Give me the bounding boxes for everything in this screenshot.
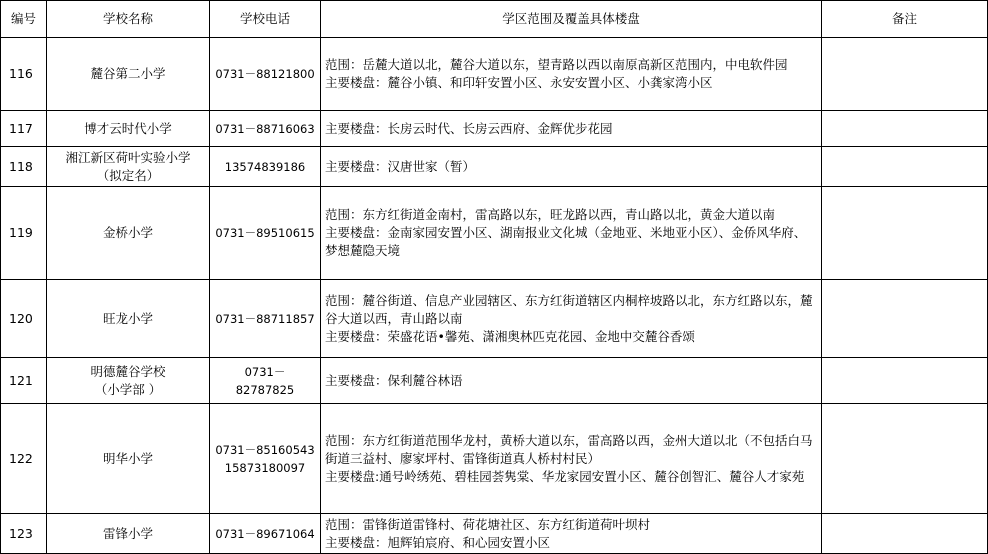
school-name-line: 金桥小学 — [102, 225, 153, 240]
cell-district-scope — [321, 187, 822, 280]
cell-school-phone — [210, 38, 321, 111]
table-row — [1, 280, 988, 358]
header-district-scope: 学区范围及覆盖具体楼盘 — [321, 1, 822, 38]
cell-number: 120 — [1, 280, 47, 358]
scope-line: 主要楼盘：旭辉铂宸府、和心园安置小区 — [325, 534, 551, 550]
table-row — [1, 404, 988, 514]
table-row — [1, 38, 988, 111]
cell-remarks — [822, 514, 988, 554]
cell-school-name — [47, 111, 210, 147]
cell-number: 119 — [1, 187, 47, 280]
scope-line: 范围：东方红街道金南村，雷高路以东，旺龙路以西，青山路以北，黄金大道以南 — [325, 207, 776, 222]
cell-school-name — [47, 404, 210, 514]
scope-line: 主要楼盘：荣盛花语•馨苑、潇湘奥林匹克花园、金地中交麓谷香颂 — [325, 328, 695, 344]
header-remarks: 备注 — [822, 1, 988, 38]
school-name-line: 雷锋小学 — [102, 525, 153, 541]
school-phone-line: 0731－88711857 — [215, 311, 315, 326]
school-name-line: （小学部 ） — [94, 381, 162, 397]
cell-remarks — [822, 147, 988, 187]
school-phone-line: 13574839186 — [224, 159, 306, 174]
cell-school-phone — [210, 404, 321, 514]
school-phone-line: 0731－85160543 — [215, 442, 315, 457]
cell-number: 123 — [1, 514, 47, 554]
cell-district-scope — [321, 404, 822, 514]
table-body — [1, 38, 988, 554]
cell-school-phone — [210, 280, 321, 358]
header-school-phone: 学校电话 — [210, 1, 321, 38]
table-row — [1, 187, 988, 280]
cell-school-phone — [210, 514, 321, 554]
cell-district-scope — [321, 38, 822, 111]
school-name-line: 博才云时代小学 — [84, 120, 172, 136]
cell-district-scope — [321, 358, 822, 404]
cell-school-name — [47, 187, 210, 280]
cell-district-scope — [321, 111, 822, 147]
cell-school-name — [47, 280, 210, 358]
school-phone-line: 0731－89671064 — [215, 526, 315, 541]
cell-school-phone — [210, 187, 321, 280]
scope-line: 主要楼盘：长房云时代、长房云西府、金辉优步花园 — [325, 120, 613, 136]
scope-line: 主要楼盘：麓谷小镇、和印轩安置小区、永安安置小区、小龚家湾小区 — [325, 75, 713, 90]
cell-number: 118 — [1, 147, 47, 187]
cell-number: 121 — [1, 358, 47, 404]
scope-line: 范围：岳麓大道以北，麓谷大道以东，望青路以西以南原高新区范围内，中电软件园 — [325, 57, 788, 72]
cell-remarks — [822, 280, 988, 358]
school-name-line: 湘江新区荷叶实验小学 — [65, 149, 191, 165]
cell-number: 117 — [1, 111, 47, 147]
cell-district-scope — [321, 514, 822, 554]
scope-line: 主要楼盘：金南家园安置小区、湖南报业文化城（金地亚、米地亚小区）、金侨风华府、梦想麓隐天境 — [325, 225, 807, 258]
cell-school-phone — [210, 111, 321, 147]
cell-school-phone — [210, 147, 321, 187]
cell-remarks — [822, 187, 988, 280]
table-row — [1, 358, 988, 404]
cell-number: 122 — [1, 404, 47, 514]
scope-line: 范围：雷锋街道雷锋村、荷花塘社区、东方红街道荷叶坝村 — [325, 516, 651, 532]
cell-remarks — [822, 111, 988, 147]
school-name-line: 明华小学 — [102, 450, 153, 466]
cell-remarks — [822, 404, 988, 514]
header-row — [1, 1, 988, 38]
school-phone-line: 82787825 — [235, 382, 295, 397]
cell-number: 116 — [1, 38, 47, 111]
school-phone-line: 0731－88121800 — [215, 67, 315, 81]
table-row — [1, 147, 988, 187]
cell-school-phone — [210, 358, 321, 404]
school-phone-line: 0731－89510615 — [215, 226, 315, 240]
cell-district-scope — [321, 280, 822, 358]
cell-school-name — [47, 38, 210, 111]
school-phone-line: 15873180097 — [224, 460, 306, 475]
cell-district-scope — [321, 147, 822, 187]
header-number: 编号 — [1, 1, 47, 38]
school-name-line: （拟定名） — [96, 167, 160, 183]
table-row — [1, 111, 988, 147]
scope-line: 主要楼盘:通号岭绣苑、碧桂园荟隽棠、华龙家园安置小区、麓谷创智汇、麓谷人才家苑 — [325, 468, 805, 484]
cell-school-name — [47, 514, 210, 554]
school-name-line: 旺龙小学 — [102, 310, 153, 326]
school-phone-line: 0731－88716063 — [215, 121, 315, 136]
header-school-name: 学校名称 — [47, 1, 210, 38]
table-row — [1, 514, 988, 554]
scope-line: 主要楼盘：汉唐世家（暂） — [325, 158, 476, 174]
scope-line: 主要楼盘：保利麓谷林语 — [325, 372, 463, 388]
cell-school-name — [47, 358, 210, 404]
school-name-line: 明德麓谷学校 — [90, 363, 166, 379]
cell-remarks — [822, 38, 988, 111]
cell-school-name — [47, 147, 210, 187]
school-phone-line: 0731－ — [244, 364, 286, 379]
scope-line: 范围：东方红街道范围华龙村，黄桥大道以东，雷高路以西，金州大道以北（不包括白马街道三益村、廖家坪村、雷锋街道真人桥村村民） — [325, 432, 813, 466]
scope-line: 范围：麓谷街道、信息产业园辖区、东方红街道辖区内桐梓坡路以北，东方红路以东，麓谷大道以西，青山路以南 — [325, 292, 813, 326]
cell-remarks — [822, 358, 988, 404]
school-name-line: 麓谷第二小学 — [90, 66, 166, 81]
